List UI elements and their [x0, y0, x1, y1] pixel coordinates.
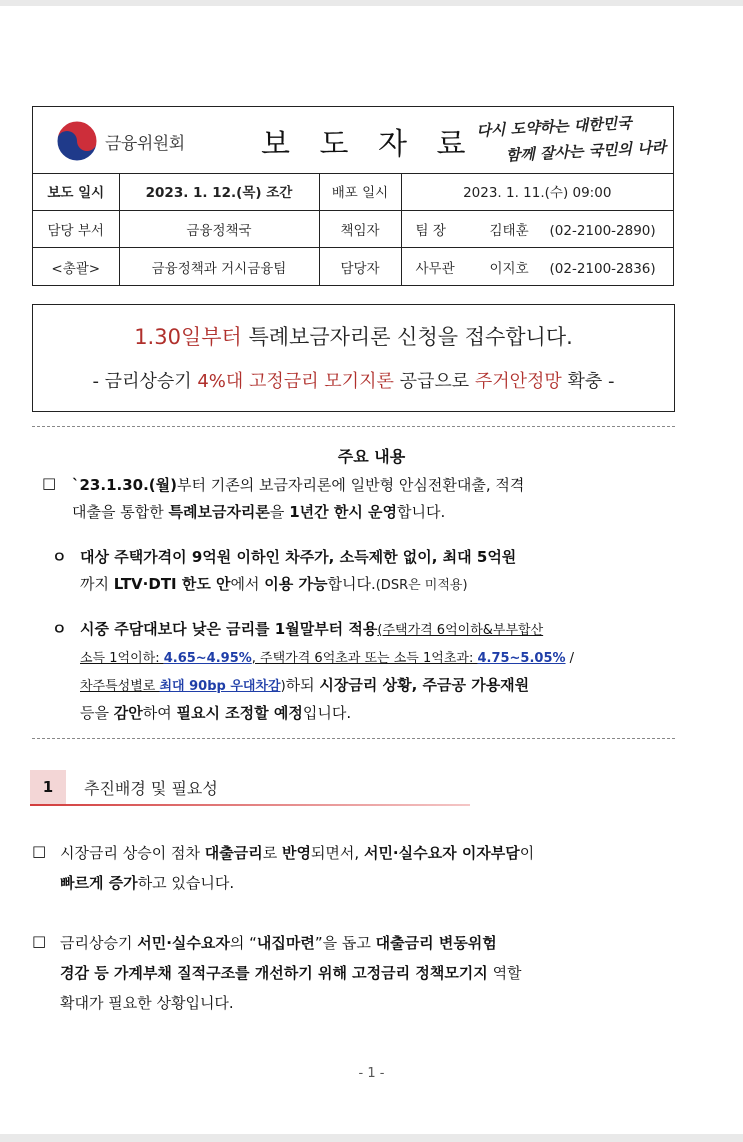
p1-text-c: 대출을 통합한 [72, 503, 169, 521]
p1-text-e: 을 [269, 503, 290, 521]
subline-suffix: 확충 - [561, 371, 615, 392]
taegeuk-icon [55, 119, 99, 163]
info-row-staff [33, 248, 673, 285]
section-p2-checkbox: □ [32, 932, 47, 950]
section-number: 1 [30, 770, 66, 804]
b1-text-d: 에서 [230, 575, 265, 593]
subline-highlight2: 주거안정망 [474, 371, 562, 392]
section-p1-checkbox: □ [32, 842, 47, 860]
summary-p1-checkbox: □ [42, 474, 57, 492]
b2-text-a: 시중 주담대보다 낮은 금리를 1월말부터 적용 [80, 620, 378, 638]
s1-text-e: 되면서, [310, 844, 364, 862]
b2-rate-1: 4.65~4.95% [163, 651, 252, 666]
s2-text-i: 확대가 필요한 상황입니다. [60, 994, 234, 1012]
manager-contact [401, 210, 673, 248]
s1-text-f: 서민·실수요자 이자부담 [363, 844, 520, 862]
manager-label: 책임자 [319, 210, 401, 248]
section-paragraph-1 [60, 838, 680, 898]
headline-text: 특례보금자리론 신청을 접수합니다. [241, 325, 573, 349]
summary-title: 주요 내용 [337, 447, 406, 466]
b2-text-m: 등을 [80, 704, 114, 722]
summary-bullet-2 [80, 616, 674, 727]
info-row-release [33, 173, 673, 210]
b1-text-f: 합니다. [327, 575, 376, 593]
b2-text-q: 입니다. [302, 704, 352, 722]
staff-contact [401, 248, 673, 285]
page-number: - 1 - [358, 1066, 385, 1081]
s2-text-c: 의 “ [229, 934, 257, 952]
subline-mid: 공급으로 [393, 371, 475, 392]
s1-text-b: 대출금리 [204, 844, 263, 862]
dept-label: 담당 부서 [33, 210, 119, 248]
dept-value2: 금융정책과 거시금융팀 [119, 248, 319, 285]
p1-date: `23.1.30.(월) [72, 476, 177, 494]
b2-text-l: 시장금리 상황, 주금공 가용재원 [319, 676, 530, 694]
s1-text-h: 빠르게 증가 [60, 874, 138, 892]
s1-text-d: 반영 [281, 844, 311, 862]
s2-text-a: 금리상승기 [60, 934, 138, 952]
summary-b2-bullet: ㅇ [52, 620, 67, 638]
headline-box [32, 304, 675, 412]
section-1-header [30, 770, 470, 806]
b1-note: (DSR은 미적용) [375, 578, 468, 593]
s2-text-g: 경감 등 가계부채 질적구조를 개선하기 위해 고정금리 정책모기지 [60, 964, 488, 982]
info-row-manager [33, 210, 673, 248]
s1-text-g: 이 [519, 844, 535, 862]
section-underline [30, 804, 470, 806]
s1-text-i: 하고 있습니다. [137, 874, 235, 892]
s1-text-c: 로 [262, 844, 282, 862]
b2-text-g: / [565, 651, 575, 666]
subline-prefix: - 금리상승기 [92, 371, 198, 392]
b1-text-b: 까지 [80, 575, 114, 593]
staff-phone: (02-2100-2836) [549, 260, 656, 277]
manager-name: 김태훈 [489, 222, 529, 239]
s1-text-a: 시장금리 상승이 점차 [60, 844, 205, 862]
section-paragraph-2 [60, 928, 680, 1018]
manager-title: 팀 장 [415, 222, 446, 239]
p1-text-g: 합니다. [397, 503, 446, 521]
government-slogan [476, 108, 668, 170]
p1-text-b: 부터 기존의 보금자리론에 일반형 안심전환대출, 적격 [176, 476, 525, 494]
s2-text-b: 서민·실수요자 [137, 934, 230, 952]
summary-top-divider [32, 426, 675, 427]
sub-headline [33, 367, 674, 393]
press-release-header [32, 106, 674, 286]
b2-discount: 최대 90bp 우대차감 [159, 679, 281, 694]
info-table [33, 173, 673, 285]
manager-phone: (02-2100-2890) [549, 222, 656, 239]
b2-text-o: 하여 [142, 704, 177, 722]
b1-text-c: LTV·DTI 한도 안 [113, 575, 231, 593]
main-headline [33, 321, 674, 351]
dept-sub-label: <총괄> [33, 248, 119, 285]
s2-text-h: 역할 [487, 964, 522, 982]
p1-duration: 1년간 한시 운영 [289, 503, 398, 521]
dept-value1: 금융정책국 [119, 210, 319, 248]
summary-bottom-divider [32, 738, 675, 739]
b2-text-n: 감안 [113, 704, 143, 722]
slogan-line2: 함께 잘사는 국민의 나라 [505, 138, 667, 165]
distribution-label: 배포 일시 [319, 173, 401, 210]
b2-text-j: ) [280, 679, 286, 694]
staff-title: 사무관 [415, 260, 455, 277]
slogan-line1: 다시 도약하는 대한민국 [475, 113, 633, 140]
headline-date: 1.30일부터 [134, 325, 242, 349]
release-value: 2023. 1. 12.(목) 조간 [119, 173, 319, 210]
section-title: 추진배경 및 필요성 [84, 779, 218, 798]
s2-text-d: 내집마련 [256, 934, 315, 952]
summary-paragraph-1 [72, 472, 672, 526]
doc-type-title: 보 도 자 료 [261, 127, 476, 162]
subline-highlight1: 4%대 고정금리 모기지론 [197, 371, 394, 392]
b1-text-a: 대상 주택가격이 9억원 이하인 차주가, 소득제한 없이, 최대 5억원 [80, 548, 517, 566]
b2-text-h: 차주특성별로 [80, 679, 160, 694]
document-page [0, 6, 743, 1134]
b2-text-p: 필요시 조정할 예정 [176, 704, 303, 722]
summary-b1-bullet: ㅇ [52, 548, 67, 566]
release-label: 보도 일시 [33, 173, 119, 210]
summary-bullet-1 [80, 544, 674, 599]
staff-name: 이지호 [489, 260, 529, 277]
b2-text-b: (주택가격 6억이하&부부합산 [377, 623, 544, 638]
fsc-logo [55, 119, 185, 163]
b2-text-c: 소득 1억이하: [80, 651, 164, 666]
b1-text-e: 이용 가능 [264, 575, 328, 593]
b2-text-e: , 주택가격 6억초과 또는 소득 1억초과: [251, 651, 478, 666]
p1-product: 특례보금자리론 [168, 503, 270, 521]
b2-rate-2: 4.75~5.05% [477, 651, 566, 666]
staff-label: 담당자 [319, 248, 401, 285]
s2-text-f: 대출금리 변동위험 [375, 934, 497, 952]
b2-text-k: 하되 [285, 676, 320, 694]
s2-text-e: ”을 돕고 [314, 934, 376, 952]
distribution-value: 2023. 1. 11.(수) 09:00 [401, 173, 673, 210]
org-name: 금융위원회 [105, 133, 185, 154]
logo-row [33, 107, 673, 174]
